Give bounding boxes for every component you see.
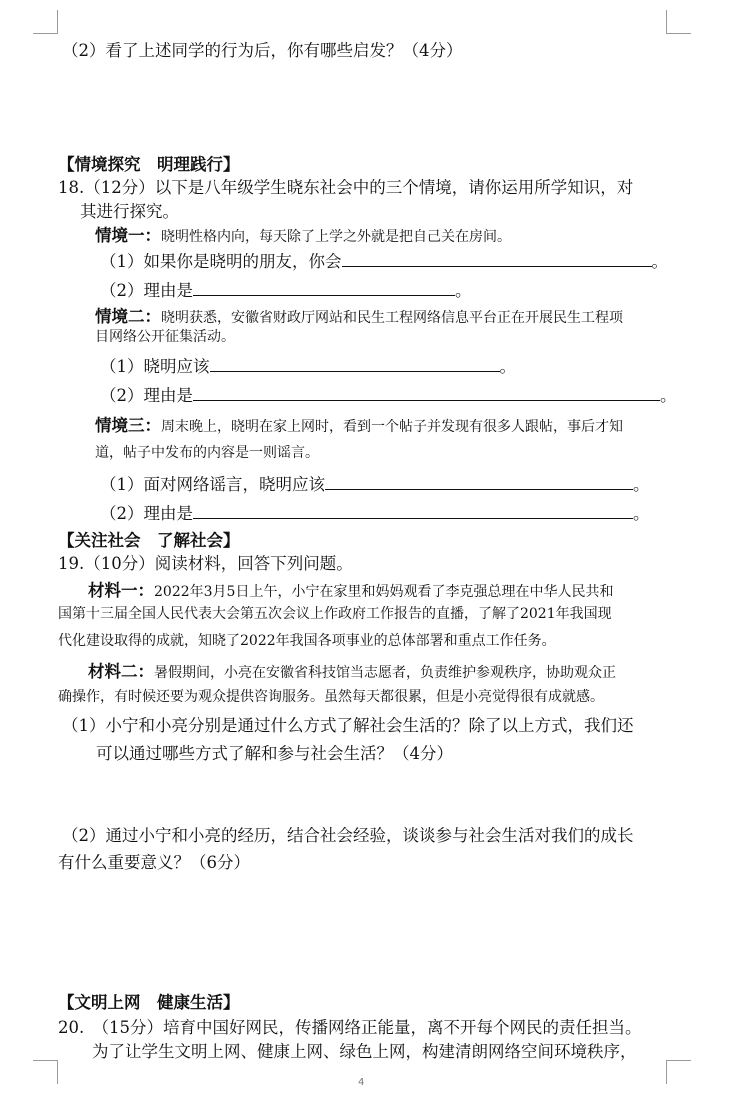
question-19-part-2-line-2: 有什么重要意义？（6分） bbox=[58, 853, 250, 872]
situation-3-question-2 bbox=[100, 500, 650, 524]
crop-mark bbox=[57, 1060, 58, 1084]
situation-1-question-2-text: （2）理由是 bbox=[100, 281, 193, 300]
question-17-part-2: （2）看了上述同学的行为后，你有哪些启发？（4分） bbox=[62, 41, 463, 60]
situation-1-question-2 bbox=[100, 277, 472, 301]
situation-2-question-1-text: （1）晓明应该 bbox=[100, 357, 210, 376]
situation-2-question-2-text: （2）理由是 bbox=[100, 386, 193, 405]
situation-2-text-line-2: 目网络公开征集活动。 bbox=[95, 329, 235, 345]
section-title-society: 【关注社会 了解社会】 bbox=[58, 531, 240, 550]
question-19-part-1-line-2: 可以通过哪些方式了解和参与社会生活？（4分） bbox=[96, 744, 453, 763]
material-2-line-2: 确操作，有时候还要为观众提供咨询服务。虽然每天都很累，但是小亮觉得很有成就感。 bbox=[58, 689, 604, 705]
material-2-line-1: 暑假期间，小亮在安徽省科技馆当志愿者，负责维护参观秩序，协助观众正 bbox=[154, 665, 616, 681]
material-1-line-1: 2022年3月5日上午，小宁在家里和妈妈观看了李克强总理在中华人民共和 bbox=[154, 584, 614, 600]
answer-blank[interactable] bbox=[325, 472, 633, 490]
material-2-label: 材料二： bbox=[88, 662, 154, 681]
page-number: 4 bbox=[358, 1077, 365, 1088]
answer-blank[interactable] bbox=[193, 501, 633, 519]
period: 。 bbox=[499, 357, 516, 376]
crop-mark bbox=[666, 10, 667, 34]
crop-mark bbox=[666, 1060, 691, 1061]
situation-3-question-1 bbox=[100, 471, 650, 495]
question-18-stem-line-1: 18.（12分）以下是八年级学生晓东社会中的三个情境，请你运用所学知识，对 bbox=[58, 178, 634, 197]
situation-2-question-2 bbox=[100, 382, 677, 406]
situation-1-question-1 bbox=[100, 248, 668, 272]
answer-blank[interactable] bbox=[210, 354, 500, 372]
material-1 bbox=[88, 577, 613, 601]
material-1-label: 材料一： bbox=[88, 581, 154, 600]
situation-2-text-line-1: 晓明获悉，安徽省财政厅网站和民生工程网络信息平台正在开展民生工程项 bbox=[161, 310, 623, 326]
question-20-line-1: 20. （15分）培育中国好网民，传播网络正能量，离不开每个网民的责任担当。 bbox=[58, 1018, 642, 1037]
situation-2-label: 情境二： bbox=[95, 307, 161, 326]
material-1-line-3: 代化建设取得的成就，知晓了2022年我国各项事业的总体部署和重点工作任务。 bbox=[58, 633, 556, 649]
answer-blank[interactable] bbox=[342, 249, 652, 267]
question-18-stem-line-2: 其进行探究。 bbox=[80, 202, 179, 221]
section-title-civilized-internet: 【文明上网 健康生活】 bbox=[58, 993, 240, 1012]
section-title-situational-inquiry: 【情境探究 明理践行】 bbox=[58, 155, 240, 174]
crop-mark bbox=[57, 10, 58, 34]
crop-mark bbox=[666, 33, 691, 34]
question-19-part-2-line-1: （2）通过小宁和小亮的经历，结合社会经验，谈谈参与社会生活对我们的成长 bbox=[62, 826, 634, 845]
crop-mark bbox=[33, 1060, 58, 1061]
situation-3 bbox=[95, 412, 623, 436]
situation-1 bbox=[95, 222, 511, 246]
situation-1-question-1-text: （1）如果你是晓明的朋友，你会 bbox=[100, 252, 342, 271]
situation-1-label: 情境一： bbox=[95, 226, 161, 245]
crop-mark bbox=[33, 33, 58, 34]
question-20-line-2: 为了让学生文明上网、健康上网、绿色上网，构建清朗网络空间环境秩序， bbox=[92, 1042, 637, 1061]
period: 。 bbox=[660, 386, 677, 405]
situation-3-question-2-text: （2）理由是 bbox=[100, 504, 193, 523]
material-1-line-2: 国第十三届全国人民代表大会第五次会议上作政府工作报告的直播，了解了2021年我国现 bbox=[58, 606, 612, 622]
situation-2 bbox=[95, 303, 623, 327]
question-19-part-1-line-1: （1）小宁和小亮分别是通过什么方式了解社会生活的？除了以上方式，我们还 bbox=[62, 716, 634, 735]
period: 。 bbox=[633, 504, 650, 523]
situation-1-text: 晓明性格内向，每天除了上学之外就是把自己关在房间。 bbox=[161, 229, 511, 245]
situation-3-question-1-text: （1）面对网络谣言，晓明应该 bbox=[100, 475, 325, 494]
situation-3-label: 情境三： bbox=[95, 416, 161, 435]
material-2 bbox=[88, 658, 616, 682]
question-19-stem: 19.（10分）阅读材料，回答下列问题。 bbox=[58, 554, 353, 573]
answer-blank[interactable] bbox=[193, 383, 660, 401]
period: 。 bbox=[633, 475, 650, 494]
period: 。 bbox=[651, 252, 668, 271]
situation-2-question-1 bbox=[100, 353, 516, 377]
situation-3-text-line-1: 周末晚上，晓明在家上网时，看到一个帖子并发现有很多人跟帖，事后才知 bbox=[161, 419, 623, 435]
crop-mark bbox=[666, 1060, 667, 1084]
situation-3-text-line-2: 道，帖子中发布的内容是一则谣言。 bbox=[95, 445, 319, 461]
period: 。 bbox=[455, 281, 472, 300]
answer-blank[interactable] bbox=[193, 278, 455, 296]
